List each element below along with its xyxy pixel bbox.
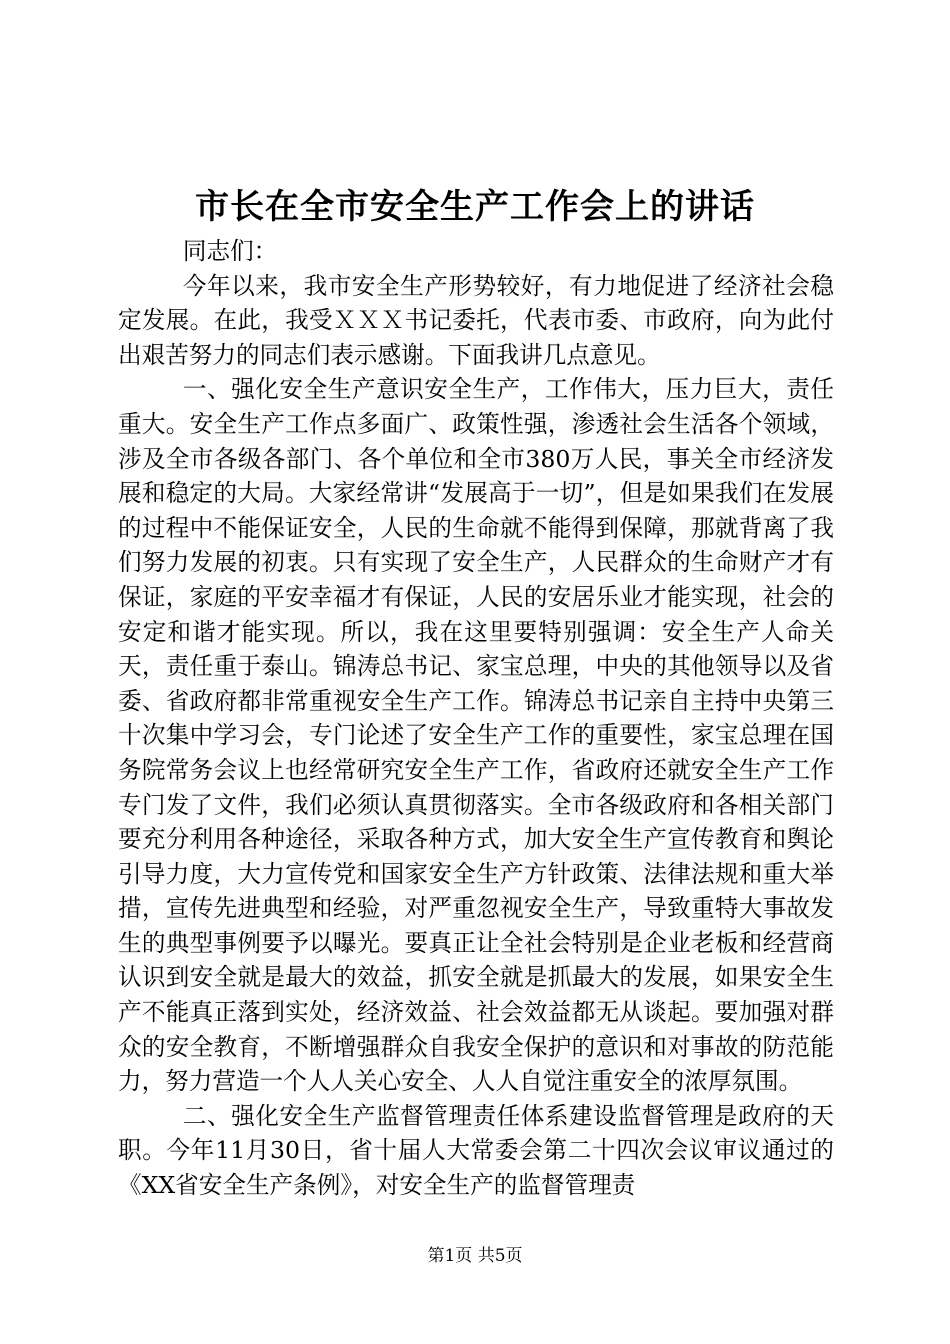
document-body (118, 234, 834, 1203)
page-total: 共5页 (477, 1246, 523, 1266)
paragraph-intro: 今年以来，我市安全生产形势较好，有力地促进了经济社会稳定发展。在此，我受ＸＸＸ书记委托，代表市委、市政府，向为此付出艰苦努力的同志们表示感谢。下面我讲几点意见。 (118, 271, 834, 369)
paragraph-section-two: 二、强化安全生产监督管理责任体系建设监督管理是政府的天职。今年11月30日，省十届人大常委会第二十四次会议审议通过的《XX省安全生产条例》，对安全生产的监督管理责 (118, 1101, 834, 1200)
paragraph-section-one: 一、强化安全生产意识安全生产，工作伟大，压力巨大，责任重大。安全生产工作点多面广、政策性强，渗透社会生活各个领域，涉及全市各级各部门、各个单位和全市380万人民，事关全市经济发展和稳定的大局。大家经常讲“发展高于一切”，但是如果我们在发展的过程中不能保证安全，人民的生命就不能得到保障，那就背离了我们努力发展的初衷。只有实现了安全生产，人民群众的生命财产才有保证，家庭的平安幸福才有保证，人民的安居乐业才能实现，社会的安定和谐才能实现。所以，我在这里要特别强调：安全生产人命关天，责任重于泰山。锦涛总书记、家宝总理，中央的其他领导以及省委、省政府都非常重视安全生产工作。锦涛总书记亲自主持中央第三十次集中学习会，专门论述了安全生产工作的重要性，家宝总理在国务院常务会议上也经常研究安全生产工作，省政府还就安全生产工作专门发了文件，我们必须认真贯彻落实。全市各级政府和各相关部门要充分利用各种途径，采取各种方式，加大安全生产宣传教育和舆论引导力度，大力宣传党和国家安全生产方针政策、法律法规和重大举措，宣传先进典型和经验，对严重忽视安全生产，导致重特大事故发生的典型事例要予以曝光。要真正让全社会特别是企业老板和经营商认识到安全就是最大的效益，抓安全就是抓最大的发展，如果安全生产不能真正落到实处，经济效益、社会效益都无从谈起。要加强对群众的安全教育，不断增强群众自我安全保护的意识和对事故的防范能力，努力营造一个人人关心安全、人人自觉注重安全的浓厚氛围。 (118, 375, 834, 1096)
page-footer (0, 1244, 950, 1268)
document-title: 市长在全市安全生产工作会上的讲话 (195, 187, 755, 227)
salutation: 同志们： (182, 237, 278, 265)
page-number: 第1页 (427, 1246, 473, 1266)
